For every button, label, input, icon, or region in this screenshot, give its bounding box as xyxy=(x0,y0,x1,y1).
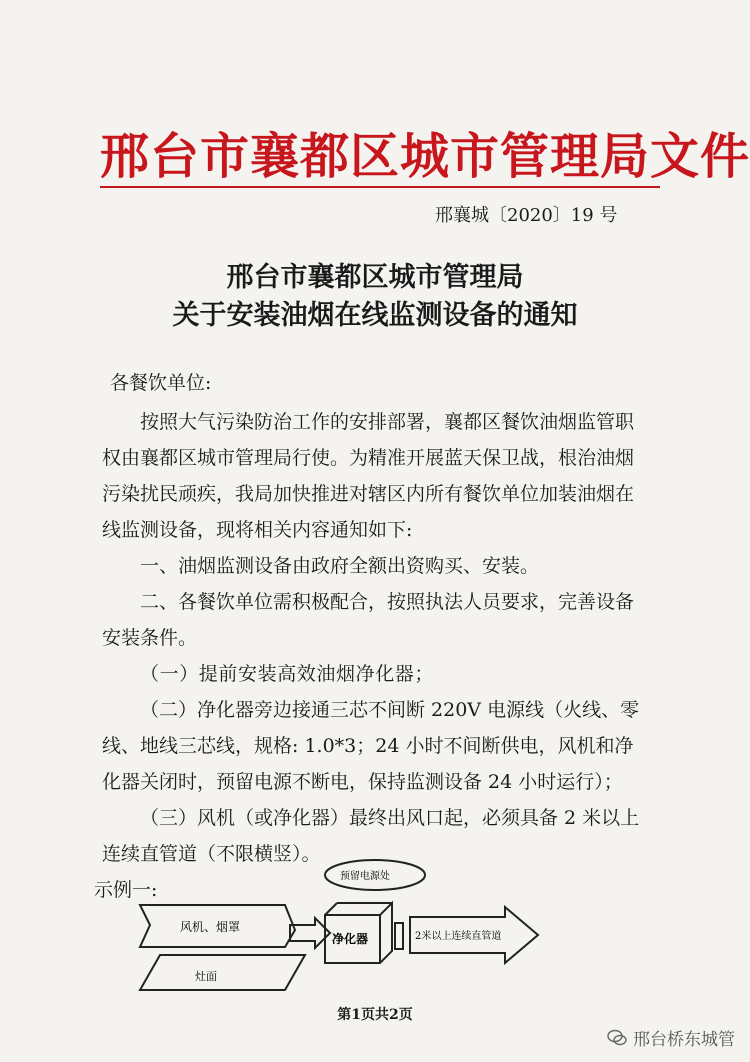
body-line: 权由襄都区城市管理局行使。为精准开展蓝天保卫战，根治油烟 xyxy=(102,447,635,469)
page-number: 第1页共2页 xyxy=(337,1007,413,1023)
issuer-title: 邢台市襄都区城市管理局文件 xyxy=(100,127,750,185)
body-line: 线监测设备，现将相关内容通知如下: xyxy=(102,519,413,541)
notice-title-line1: 邢台市襄都区城市管理局 xyxy=(226,262,524,293)
notice-title-line2: 关于安装油烟在线监测设备的通知 xyxy=(172,300,578,331)
notice-body xyxy=(94,404,662,908)
body-line: （三）风机（或净化器）最终出风口起，必须具备 2 米以上 xyxy=(140,807,640,829)
body-line: 一、油烟监测设备由政府全额出资购买、安装。 xyxy=(140,555,540,577)
red-divider xyxy=(100,186,660,188)
body-line: 示例一: xyxy=(94,879,158,901)
body-line: 安装条件。 xyxy=(102,627,198,649)
watermark-text: 邢台桥东城管 xyxy=(633,1030,735,1050)
body-line: 污染扰民顽疾，我局加快推进对辖区内所有餐饮单位加装油烟在 xyxy=(102,483,635,505)
fan-hood-label: 风机、烟罩 xyxy=(180,920,241,934)
body-line: 线、地线三芯线，规格: 1.0*3；24 小时不间断供电，风机和净 xyxy=(102,735,634,757)
watermark xyxy=(607,1025,735,1050)
document-number: 邢襄城〔2020〕19 号 xyxy=(435,205,618,226)
body-line: 化器关闭时，预留电源不断电，保持监测设备 24 小时运行）； xyxy=(102,771,623,793)
body-line: 按照大气污染防治工作的安排部署，襄都区餐饮油烟监管职 xyxy=(140,411,635,433)
stove-shape xyxy=(140,955,305,990)
duct-label: 2米以上连续直管道 xyxy=(415,931,502,942)
body-line: 二、各餐饮单位需积极配合，按照执法人员要求，完善设备 xyxy=(140,591,635,613)
installation-diagram xyxy=(120,855,540,995)
wechat-icon xyxy=(607,1029,627,1047)
body-line: （一）提前安装高效油烟净化器； xyxy=(140,663,435,685)
salutation: 各餐饮单位: xyxy=(110,372,212,394)
body-line: 连续直管道（不限横竖）。 xyxy=(102,843,321,865)
body-line: （二）净化器旁边接通三芯不间断 220V 电源线（火线、零 xyxy=(140,699,640,721)
stove-label: 灶面 xyxy=(195,970,217,983)
purifier-label: 净化器 xyxy=(332,932,369,946)
duct-joint xyxy=(395,923,403,949)
power-label: 预留电源处 xyxy=(340,871,390,882)
